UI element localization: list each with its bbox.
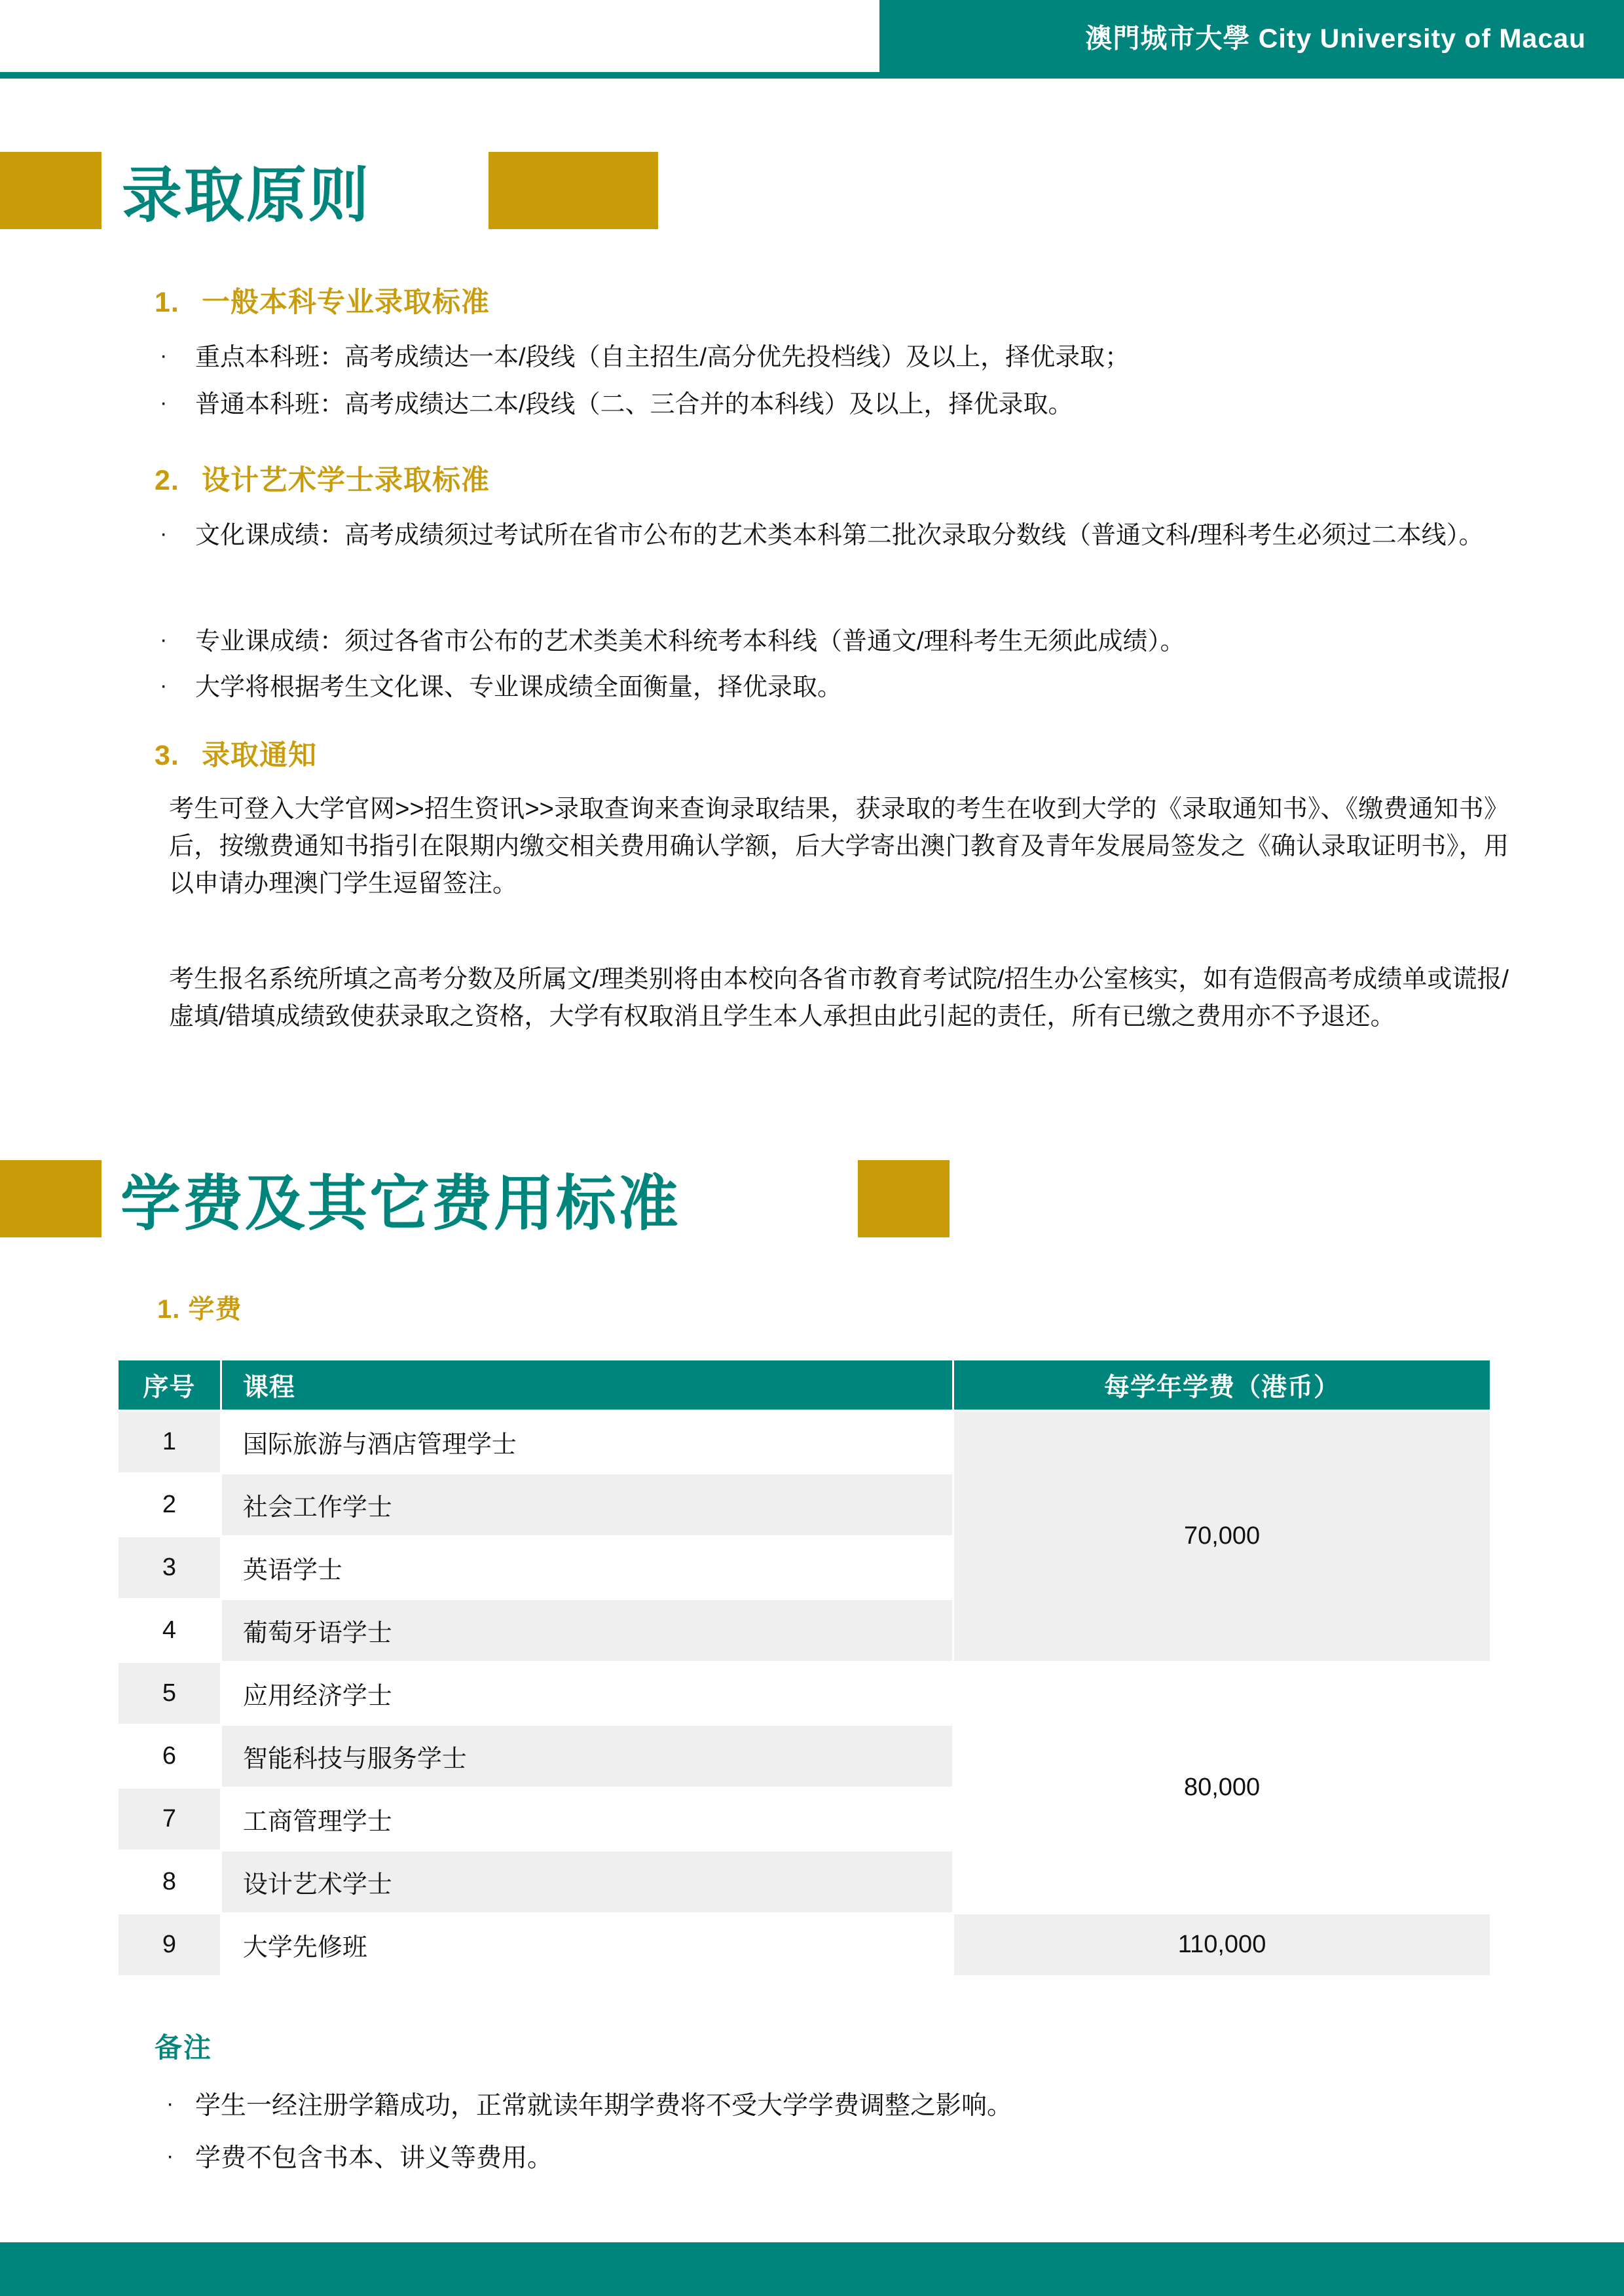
bullet-text: 普通本科班：高考成绩达二本/段线（二、三合并的本科线）及以上，择优录取。 [195, 391, 1073, 418]
cell-course: 设计艺术学士 [221, 1851, 953, 1914]
bullet-item [155, 339, 1497, 376]
notes-heading: 备注 [155, 2032, 213, 2063]
subsection-index-2: 2. [155, 465, 179, 496]
cell-no: 7 [118, 1788, 221, 1851]
cell-no: 1 [118, 1411, 221, 1474]
header-band [879, 0, 1624, 72]
cell-no: 5 [118, 1662, 221, 1725]
cell-course: 应用经济学士 [221, 1662, 953, 1725]
cell-course: 工商管理学士 [221, 1788, 953, 1851]
bullet-text: 文化课成绩：高考成绩须过考试所在省市公布的艺术类本科第二批次录取分数线（普通文科/理科考生必须过二本线）。 [195, 522, 1484, 549]
bullet-item [155, 517, 1504, 554]
bullet-text: 重点本科班：高考成绩达一本/段线（自主招生/高分优先投档线）及以上，择优录取； [195, 344, 1130, 371]
cell-fee-group-1: 70,000 [953, 1411, 1491, 1662]
cell-course: 社会工作学士 [221, 1474, 953, 1537]
cell-no: 9 [118, 1914, 221, 1977]
table-row [118, 1914, 1491, 1977]
subsection-heading-3 [155, 733, 317, 773]
bullet-item [155, 386, 1497, 423]
section-title-admission: 录取原则 [111, 147, 381, 234]
tuition-fee-table [117, 1358, 1492, 1977]
subsection-index-3: 3. [155, 740, 179, 771]
university-name: 澳門城市大學 City University of Macau [1085, 23, 1586, 54]
section-title-tuition: 学费及其它费用标准 [110, 1156, 691, 1242]
section-banner-admission [0, 152, 658, 229]
cell-course: 葡萄牙语学士 [221, 1599, 953, 1662]
table-row [118, 1662, 1491, 1725]
paragraph-admission-notice-2: 考生报名系统所填之高考分数及所属文/理类别将由本校向各省市教育考试院/招生办公室核实，如有造假高考成绩单或谎报/虚填/错填成绩致使获录取之资格，大学有权取消且学生本人承担由此引起的责任，所有已缴之费用亦不予退还。 [169, 966, 1509, 1030]
table-header-row [118, 1360, 1491, 1411]
cell-no: 8 [118, 1851, 221, 1914]
cell-no: 3 [118, 1537, 221, 1599]
cell-course: 英语学士 [221, 1537, 953, 1599]
cell-no: 2 [118, 1474, 221, 1537]
bullet-text: 大学将根据考生文化课、专业课成绩全面衡量，择优录取。 [195, 674, 843, 701]
note-item [164, 2140, 1500, 2178]
banner-gold-block-right [489, 152, 658, 229]
cell-course: 大学先修班 [221, 1914, 953, 1977]
header-divider-rule [0, 72, 1624, 79]
banner-gold-block-left [0, 152, 101, 229]
bullet-dot-icon: · [160, 521, 168, 546]
cell-no: 4 [118, 1599, 221, 1662]
cell-fee-group-3: 110,000 [953, 1914, 1491, 1977]
subsection-title-1: 一般本科专业录取标准 [202, 287, 490, 318]
subsection-heading-2 [155, 458, 490, 498]
cell-course: 国际旅游与酒店管理学士 [221, 1411, 953, 1474]
bullet-item [155, 623, 1504, 660]
subsection-title-3: 录取通知 [202, 740, 317, 771]
bullet-dot-icon: · [160, 390, 168, 415]
bullet-text: 专业课成绩：须过各省市公布的艺术类美术科统考本科线（普通文/理科考生无须此成绩）。 [195, 628, 1185, 655]
bullet-dot-icon: · [160, 627, 168, 652]
column-header-course: 课程 [221, 1360, 953, 1411]
section-banner-tuition [0, 1160, 950, 1237]
cell-no: 6 [118, 1725, 221, 1788]
subsection-heading-tuition: 1. 学费 [157, 1295, 242, 1324]
note-text: 学生一经注册学籍成功，正常就读年期学费将不受大学学费调整之影响。 [195, 2092, 1013, 2120]
column-header-fee: 每学年学费（港币） [953, 1360, 1491, 1411]
bullet-dot-icon: · [160, 673, 168, 698]
paragraph-admission-notice-1: 考生可登入大学官网>>招生资讯>>录取查询来查询录取结果，获录取的考生在收到大学的《录取通知书》、《缴费通知书》后，按缴费通知书指引在限期内缴交相关费用确认学额，后大学寄出澳门教育及青年发展局签发之《确认录取证明书》，用以申请办理澳门学生逗留签注。 [169, 795, 1509, 898]
column-header-no: 序号 [118, 1360, 221, 1411]
cell-course: 智能科技与服务学士 [221, 1725, 953, 1788]
subsection-title-2: 设计艺术学士录取标准 [202, 465, 490, 496]
cell-fee-group-2: 80,000 [953, 1662, 1491, 1914]
table-row [118, 1411, 1491, 1474]
bullet-dot-icon: · [166, 2143, 174, 2168]
bullet-dot-icon: · [166, 2091, 174, 2116]
subsection-heading-1 [155, 280, 490, 320]
bullet-item [155, 669, 1504, 706]
note-item [164, 2087, 1500, 2126]
banner-gold-block-right [858, 1160, 950, 1237]
subsection-index-1: 1. [155, 287, 179, 318]
footer-band [0, 2242, 1624, 2296]
note-text: 学费不包含书本、讲义等费用。 [195, 2144, 553, 2172]
banner-gold-block-left [0, 1160, 101, 1237]
bullet-dot-icon: · [160, 343, 168, 368]
